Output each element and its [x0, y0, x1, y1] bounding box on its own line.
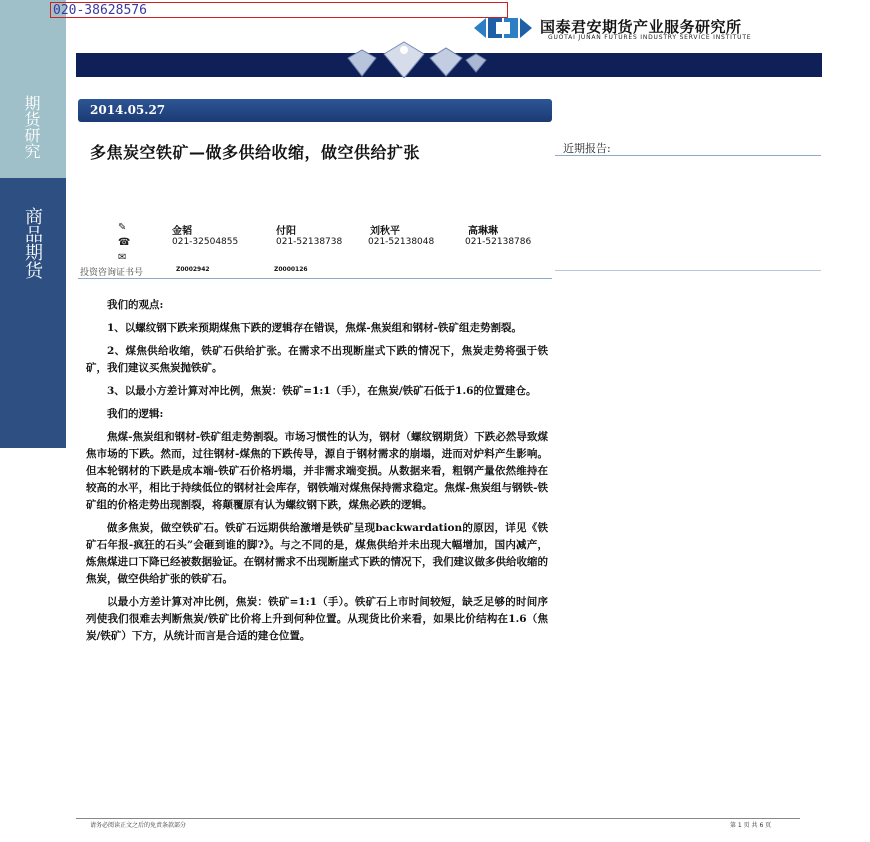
pen-icon: ✎	[118, 222, 127, 233]
analyst-phone: 021-52138738	[276, 237, 343, 247]
contacts-divider	[78, 278, 552, 279]
report-title: 多焦炭空铁矿—做多供给收缩，做空供给扩张	[90, 143, 421, 162]
footer-page-number: 第 1 页 共 6 页	[730, 822, 772, 829]
logic-heading: 我们的逻辑:	[107, 408, 164, 420]
view-point: 3、以最小方差计算对冲比例，焦炭：铁矿=1:1（手），在焦炭/铁矿石低于1.6的位置建仓。	[107, 385, 537, 397]
analyst-name: 高琳琳	[468, 226, 498, 237]
institute-name-en: GUOTAI JUNAN FUTURES INDUSTRY SERVICE INSTITUTE	[548, 34, 752, 41]
view-point: 2、煤焦供给收缩，铁矿石供给扩张。在需求不出现断崖式下跌的情况下，焦炭走势将强于铁矿，我们建议买焦炭抛铁矿。	[86, 345, 548, 374]
diamond-decoration-icon	[338, 36, 488, 78]
header-phone: 020-38628576	[50, 2, 508, 18]
sidebar-bottom-label: 商品期货	[22, 207, 43, 279]
cert-number: Z0002942	[176, 266, 210, 273]
phone-icon: ☎	[118, 237, 131, 248]
mail-icon: ✉	[118, 252, 127, 263]
report-body	[86, 297, 548, 645]
report-date-bar: 2014.05.27	[78, 99, 552, 122]
logic-paragraph: 以最小方差计算对冲比例，焦炭：铁矿=1:1（手）。铁矿石上市时间较短，缺乏足够的时间序列使我们很难去判断焦炭/铁矿比价将上升到何种位置。从现货比价来看，如果比价结构在1.6（焦炭/铁矿）下方，从统计而言是合适的建仓位置。	[86, 596, 548, 642]
recent-reports-label: 近期报告:	[563, 142, 611, 155]
institute-name-cn: 国泰君安期货产业服务研究所	[540, 18, 742, 36]
footer-divider	[76, 818, 800, 819]
logic-paragraph: 做多焦炭，做空铁矿石。铁矿石远期供给激增是铁矿呈现backwardation的原因，详见《铁矿石年报-疯狂的石头”会砸到谁的脚?》。与之不同的是，煤焦供给并未出现大幅增加，国内减产，炼焦煤进口下降已经被数据验证。在钢材需求不出现断崖式下跌的情况下，我们建议做多供给收缩的焦炭，做空供给扩张的铁矿石。	[86, 522, 548, 585]
view-point: 1、以螺纹钢下跌来预期煤焦下跌的逻辑存在错误，焦煤-焦炭组和钢材-铁矿组走势割裂。	[107, 322, 523, 334]
left-sidebar	[0, 0, 66, 842]
recent-reports-divider	[555, 155, 821, 156]
analyst-name: 刘秋平	[370, 226, 400, 237]
cert-number-label: 投资咨询证书号	[80, 268, 144, 278]
logic-paragraph: 焦煤-焦炭组和钢材-铁矿组走势割裂。市场习惯性的认为，钢材（螺纹钢期货）下跌必然导致煤焦市场的下跌。然而，过往钢材-煤焦的下跌传导，源自于钢材需求的崩塌，进而对炉料产生影响。但本轮钢材的下跌是成本端-铁矿石价格坍塌，并非需求端变损。从数据来看，粗钢产量依然维持在较高的水平，相比于持续低位的钢材社会库存，钢铁端对煤焦保持需求稳定。焦煤-焦炭组与钢铁-铁矿组的价格走势出现割裂，将颠覆原有认为螺纹钢下跌，煤焦必跌的逻辑。	[86, 431, 548, 511]
footer-disclaimer: 请务必阅读正文之后的免责条款部分	[90, 822, 187, 829]
analyst-name: 金韬	[172, 226, 192, 237]
sidebar-top-label: 期货研究	[22, 95, 41, 159]
analyst-name: 付阳	[276, 226, 296, 237]
analyst-phone: 021-52138048	[368, 237, 435, 247]
cert-number: Z0000126	[274, 266, 308, 273]
view-heading: 我们的观点:	[107, 299, 164, 311]
analyst-phone: 021-32504855	[172, 237, 239, 247]
right-column-divider	[555, 270, 821, 271]
analyst-phone: 021-52138786	[465, 237, 532, 247]
